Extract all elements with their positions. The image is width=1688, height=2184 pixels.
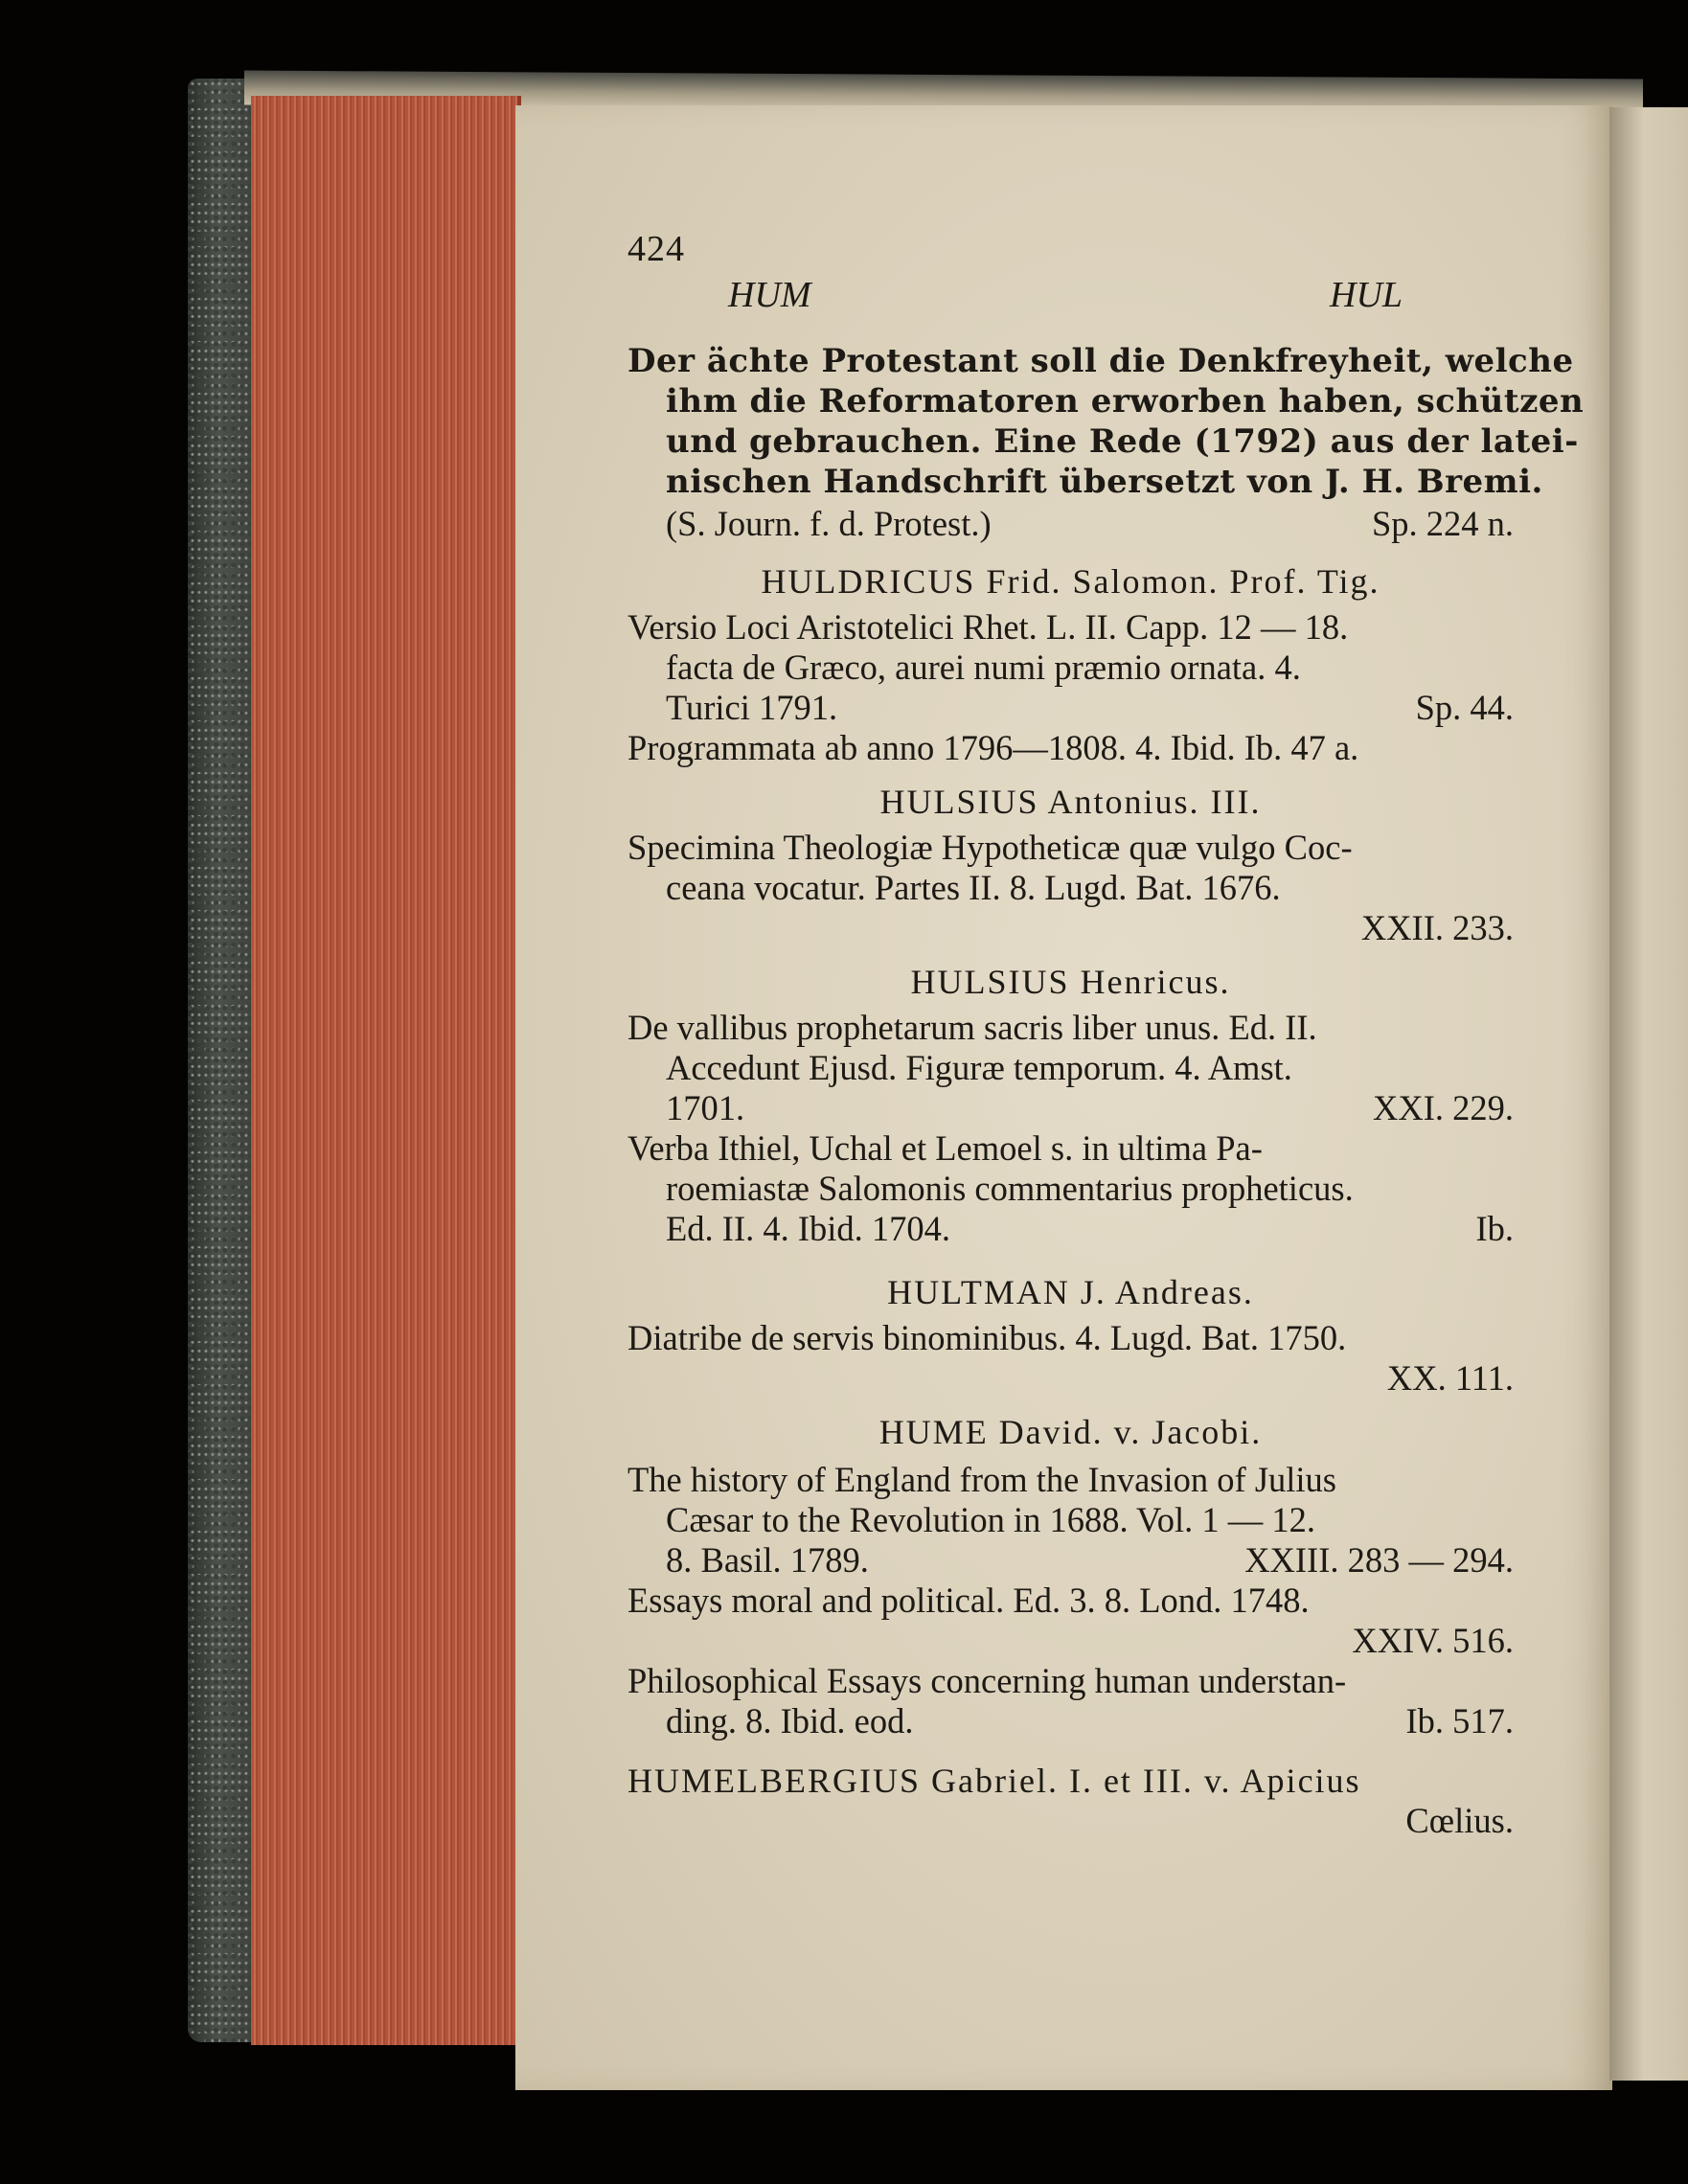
entry-line: (S. Journ. f. d. Protest.) Sp. 224 n. [666, 504, 1514, 543]
entry-line: Cæsar to the Revolution in 1688. Vol. 1 — 12. [666, 1500, 1315, 1539]
author-heading: HULDRICUS Frid. Salomon. Prof. Tig. [761, 562, 1380, 601]
entry-line: nischen Handschrift übersetzt von J. H. Bremi. [666, 463, 1543, 501]
entry-line: De vallibus prophetarum sacris liber unus. Ed. II. [627, 1008, 1317, 1047]
entry-line: Programmata ab anno 1796—1808. 4. Ibid. Ib. 47 a. [627, 728, 1359, 767]
page-number: 424 [627, 229, 685, 269]
author-heading: HULSIUS Henricus. [910, 963, 1231, 1001]
right-page-edge [1609, 107, 1688, 2081]
entry-line: XXII. 233. [1360, 908, 1514, 947]
entry-line: facta de Græco, aurei numi præmio ornata. 4. [666, 648, 1301, 687]
entry-line: 1701. XXI. 229. [666, 1088, 1514, 1127]
page-edges [251, 96, 521, 2045]
entry-line: ceana vocatur. Partes II. 8. Lugd. Bat. 1676. [666, 868, 1281, 907]
entry-line: Verba Ithiel, Uchal et Lemoel s. in ultima Pa- [627, 1128, 1263, 1168]
entry-line: ding. 8. Ibid. eod. Ib. 517. [666, 1701, 1514, 1740]
running-head-left: HUM [728, 275, 811, 315]
entry-line: Essays moral and political. Ed. 3. 8. Lond. 1748. [627, 1581, 1310, 1620]
entry-line: Philosophical Essays concerning human understan- [627, 1661, 1347, 1700]
author-heading: HUMELBERGIUS Gabriel. I. et III. v. Apicius [627, 1762, 1361, 1800]
entry-line: und gebrauchen. Eine Rede (1792) aus der latei- [666, 422, 1579, 461]
entry-line: Versio Loci Aristotelici Rhet. L. II. Capp. 12 — 18. [627, 607, 1349, 647]
running-head-right: HUL [1330, 275, 1403, 315]
entry-line: XXIV. 516. [1352, 1621, 1514, 1660]
entry-line: Turici 1791. Sp. 44. [666, 688, 1514, 727]
entry-line: Diatribe de servis binominibus. 4. Lugd. Bat. 1750. [627, 1318, 1347, 1357]
entry-line: Cœlius. [1405, 1801, 1514, 1840]
entry-line: roemiastæ Salomonis commentarius propheticus. [666, 1169, 1354, 1208]
entry-line: The history of England from the Invasion of Julius [627, 1460, 1337, 1499]
entry-line: Specimina Theologiæ Hypotheticæ quæ vulgo Coc- [627, 828, 1353, 867]
author-heading: HULSIUS Antonius. III. [879, 783, 1262, 821]
entry-line: Accedunt Ejusd. Figuræ temporum. 4. Amst. [666, 1048, 1292, 1087]
entry-line: Der ächte Protestant soll die Denkfreyheit, welche [627, 342, 1574, 380]
author-heading: HULTMAN J. Andreas. [887, 1273, 1254, 1311]
author-heading: HUME David. v. Jacobi. [878, 1413, 1263, 1451]
entry-line: 8. Basil. 1789. XXIII. 283 — 294. [666, 1540, 1514, 1580]
entry-line: XX. 111. [1386, 1358, 1514, 1398]
entry-line: Ed. II. 4. Ibid. 1704. Ib. [666, 1209, 1514, 1248]
entry-line: ihm die Reformatoren erworben haben, schützen [666, 382, 1585, 421]
